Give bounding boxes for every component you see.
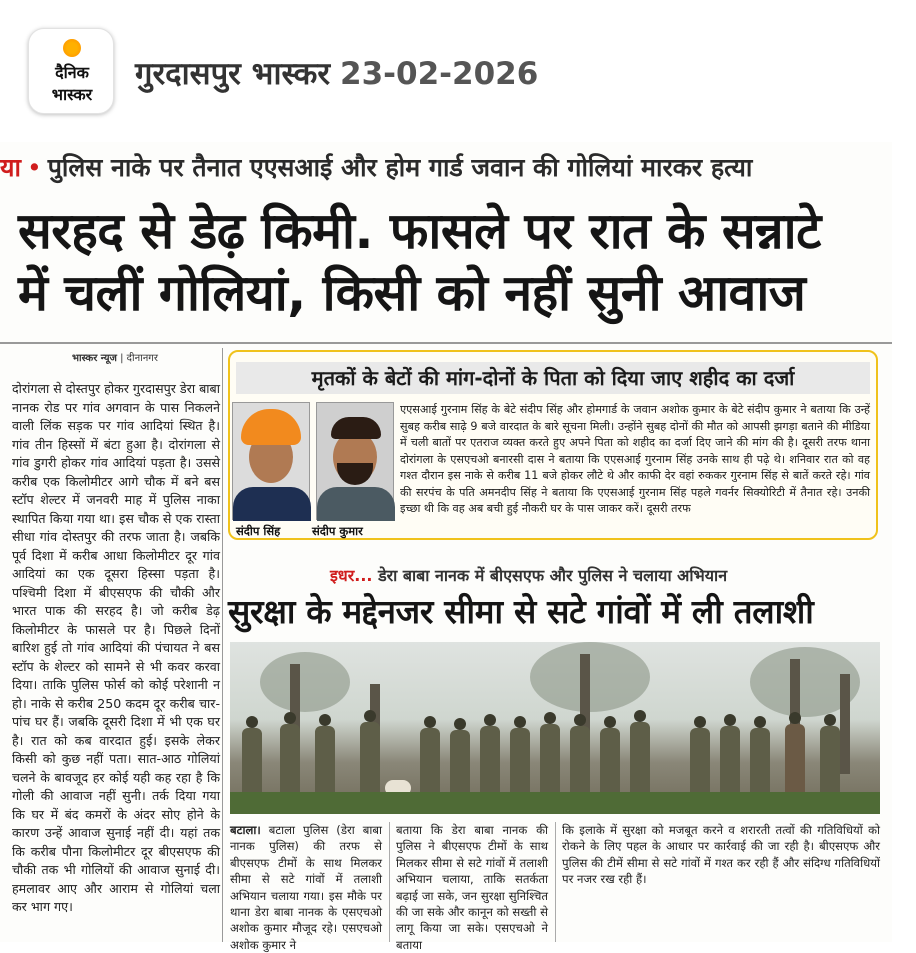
- logo-line2: भास्कर: [51, 85, 93, 104]
- dainik-bhaskar-logo[interactable]: [28, 28, 114, 114]
- byline: भास्कर न्यूज | दीनानगर: [72, 353, 158, 364]
- main-story-body: दोरांगला से दोस्तपुर होकर गुरदासपुर डेरा बाबा नानक रोड पर गांव अगवान के पास निकलने वाली लिंक सड़क पर गांव आदियां स्थित है। गांव तीन हिस्सों में बंटा हुआ है। दोरांगला से गांव डुगरी होकर गांव आदियां पड़ता है। उससे करीब एक किलोमीटर आगे चौक में बने बस स्टॉप शेल्टर में जनवरी माह में पुलिस नाका स्थापित किया गया था। इस चौक से एक रास्ता सीधा गांव दोस्तपुर की तरफ जाता है। जबकि पूर्व दिशा में करीब आधा किलोमीटर दूर गांव आदियां का एक दूसरा हिस्सा पड़ता है। पश्चिमी दिशा में बीएसएफ की चौकी और भारत पाक की सरहद है। जो करीब डेढ़ किलोमीटर के फासले पर है। पिछले दिनों बारिश हुई तो गांव आदियां की पंचायत ने बस स्टॉप के शेल्टर को सामने से भी कवर करवा दिया। ताकि पुलिस फोर्स को कोई परेशानी न हो। नाके से करीब 250 कदम दूर करीब चार-पांच घर हैं। जबकि दूसरी दिशा में भी एक घर है। रात को कब वारदात हुई। इसके लेकर किसी को कुछ नहीं पता। सात-आठ गोलियां चलने के बावजूद हर कोई यही कह रहा है कि गोली की आवाज नहीं सुनी। तर्क दिया गया कि घर में बंद कमरों के अंदर सोए होने के कारण उन्हें आवाज सुनाई नहीं दी। यहां तक कि करीब पौना किलोमीटर दूर बीएसएफ की चौकी तक भी गोलियों की आवाज सुनाई दी। हमलावर आए और आराम से गोलियां चला कर भाग गए।: [12, 381, 220, 914]
- edition-date: 23-02-2026: [340, 56, 539, 92]
- photo-caption-2: संदीप कुमार: [312, 524, 363, 538]
- second-kicker-text: डेरा बाबा नानक में बीएसएफ और पुलिस ने चलाया अभियान: [378, 566, 728, 585]
- second-story-col1: [230, 822, 382, 953]
- edition-name: गुरदासपुर भास्कर: [135, 56, 331, 92]
- column-divider: [222, 348, 223, 942]
- search-operation-photo: [230, 642, 880, 814]
- second-kicker-prefix: इधर...: [330, 566, 373, 585]
- headline-line1: सरहद से डेढ़ किमी. फासले पर रात के सन्नाटे: [18, 202, 821, 260]
- main-story-column: [12, 348, 220, 942]
- photo-sandeep-kumar: [316, 402, 394, 520]
- column-divider: [389, 822, 390, 942]
- column-divider: [555, 822, 556, 942]
- second-story-col3: कि इलाके में सुरक्षा को मजबूत करने व शरारती तत्वों की गतिविधियों को रोकने के लिए पहल के आधार पर कार्रवाई की जा रही है। बीएसएफ और पुलिस की टीमें सीमा से सटे गांवों में गश्त कर रही हैं और संदिग्ध गतिविधियों पर नजर रख रही हैं।: [562, 823, 880, 887]
- second-headline: सुरक्षा के मद्देनजर सीमा से सटे गांवों में ली तलाशी: [228, 592, 814, 631]
- dateline: बटाला।: [230, 823, 261, 837]
- byline-place: दीनानगर: [126, 353, 158, 364]
- headline-line2: में चलीं गोलियां, किसी को नहीं सुनी आवाज: [18, 264, 806, 322]
- second-story-col2: बताया कि डेरा बाबा नानक की पुलिस ने बीएसएफ टीमों के साथ मिलकर सीमा से सटे गांवों में तलाशी अभियान चलाया, ताकि सतर्कता बढ़ाई जा सके, जन सुरक्षा सुनिश्चित की जा सके और कानून को सख्ती से लागू किया जा सके। एसएचओ ने बताया: [396, 823, 548, 952]
- photo-caption-1: संदीप सिंह: [236, 524, 281, 538]
- sun-icon: [63, 39, 81, 57]
- main-headline: [18, 200, 878, 324]
- app-header: [0, 0, 916, 140]
- sidebar-body: एएसआई गुरनाम सिंह के बेटे संदीप सिंह और होमगार्ड के जवान अशोक कुमार के बेटे संदीप कुमार ने बताया कि उन्हें सुबह करीब साढ़े 9 बजे वारदात के बारे सूचना मिली। उन्होंने सुबह दोनों की मौत को आपसी झगड़ा बताने की मीडिया में चली बातों पर एतराज व्यक्त करते हुए अपने पिता को शहीद का दर्जा दिए जाने की मांग की है। दूसरी तरफ थाना दोरांगला के एसएचओ बनारसी दास ने बताया कि एएसआई गुरनाम सिंह उनके साथ ही पढ़े थे। शनिवार रात को वह गश्त दौरान इस नाके से करीब 11 बजे होकर लौटे थे और काफी देर वहां रुककर गुरनाम सिंह से बातें करते रहे। गांव की सरपंच के पति अमनदीप सिंह ने बताया कि एएसआई गुरनाम सिंह पहले गवर्नर सिक्योरिटी में तैनात रहे। उनकी इच्छा थी कि वह अब बची हुई नौकरी घर के पास जाकर करें। दूसरी तरफ: [400, 403, 870, 515]
- second-kicker: [330, 564, 727, 586]
- divider: [0, 342, 892, 344]
- sidebar-title: मृतकों के बेटों की मांग-दोनों के पिता को दिया जाए शहीद का दर्जा: [236, 362, 870, 394]
- kicker-prefix: या: [0, 153, 21, 182]
- epaper-clipping[interactable]: [0, 142, 892, 952]
- kicker-text: पुलिस नाके पर तैनात एएसआई और होम गार्ड जवान की गोलियां मारकर हत्या: [47, 153, 753, 182]
- col1-text: बटाला पुलिस (डेरा बाबा नानक पुलिस) की तरफ से बीएसएफ टीमों के साथ मिलकर सीमा से सटे गांवों में तलाशी अभियान चलाया गया। इस मौके पर थाना डेरा बाबा नानक के एसएचओ अशोक कुमार मौजूद रहे। एसएचओ अशोक कुमार ने: [230, 823, 382, 952]
- edition-title: [135, 52, 538, 94]
- photo-sandeep-singh: [232, 402, 310, 520]
- sidebar-box: [228, 350, 878, 540]
- second-story-body: [230, 822, 882, 952]
- byline-source: भास्कर न्यूज: [72, 353, 117, 364]
- bullet-icon: •: [26, 153, 42, 182]
- main-kicker: [0, 150, 892, 190]
- logo-line1: दैनिक: [55, 63, 89, 82]
